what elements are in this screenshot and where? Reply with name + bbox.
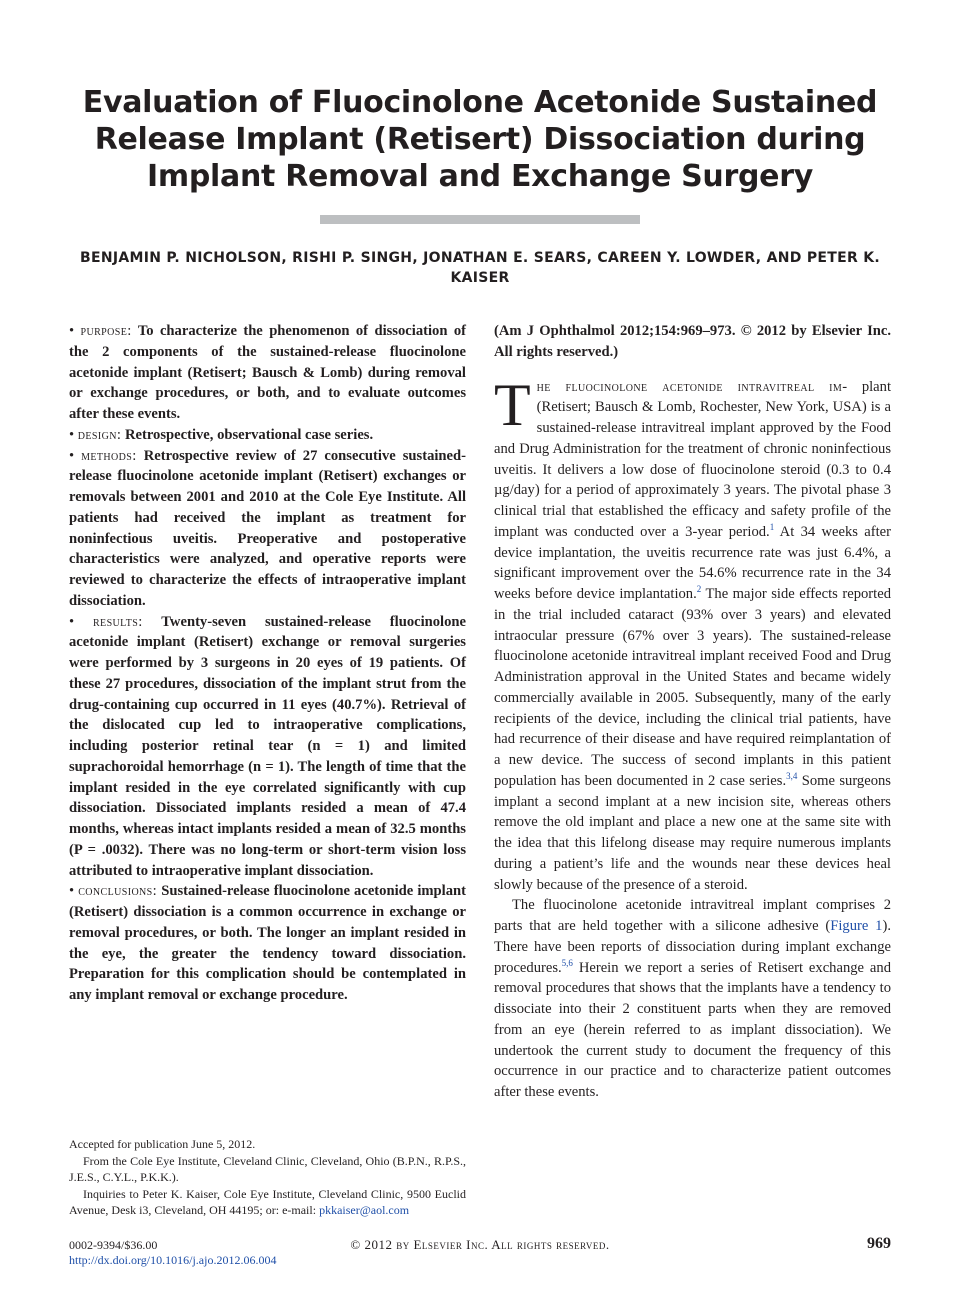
doi-link[interactable]: http://dx.doi.org/10.1016/j.ajo.2012.06.004 bbox=[69, 1253, 277, 1267]
purpose-text: To characterize the phenomenon of dissociation of the 2 components of the sustained-release fluocinolone acetonide implant (Retisert; Bausch & Lomb) during removal or exchange procedures, or both, and to evaluate outcomes after these events. bbox=[69, 323, 467, 422]
accepted-note: Accepted for publication June 5, 2012. bbox=[69, 1137, 256, 1151]
abstract-design: • design: Retrospective, observational case series. bbox=[69, 426, 374, 443]
reference-link[interactable]: 5,6 bbox=[561, 957, 573, 968]
issn-price: 0002-9394/$36.00 bbox=[69, 1238, 158, 1252]
body-paragraph: The fluocinolone acetonide intravitreal implant comprises 2 parts that are held together with a silicone adhesive (Figure 1). There have been reports of dissociation during implant exchange procedures.$^{5,6}$ Herein we report a series of Retisert exchange and removal procedures that shows that the implants have a tendency to dissociate into their 2 constituent parts when they are removed from an eye (herein referred to as implant dissociation). We undertook the current study to document the frequency of this occurrence in our practice and to characterize patient outcomes after these events. bbox=[494, 897, 891, 1100]
title-divider bbox=[320, 215, 640, 224]
abstract-conclusions: • conclusions: Sustained-release fluocinolone acetonide implant (Retisert) dissociation is a common occurrence in exchange or removal procedures, or both. The longer an implant resided in the eye, the greater the tendency toward dissociation. Preparation for this complication should be contemplated in any implant removal or exchange procedure. bbox=[69, 883, 466, 1003]
conclusions-label: conclusions: bbox=[78, 883, 158, 900]
drop-cap: T bbox=[494, 371, 531, 438]
abstract-column bbox=[69, 321, 466, 1006]
body-paragraph: The fluocinolone acetonide intravitreal im- plant (Retisert; Bausch & Lomb, Rochester, New York, USA) is a sustained-release intravitreal implant approved by the Food and Drug Administration for the treatment of chronic noninfectious uveitis. It delivers a low dose of fluocinolone steroid (0.3 to 0.4 µg/day) for a period of approximately 3 years. The pivotal phase 3 clinical trial that established the efficacy and safety profile of the implant was conducted over a 3-year period.$^1$ At 34 weeks after device implantation, the uveitis recurrence rate was just 6.4%, a significant improvement over the 54.6% recurrence rate in the 34 weeks before device implantation.$^2$ The major side effects reported in the trial included cataract (93% over 3 years) and elevated intraocular pressure (67% over 3 years). The sustained-release fluocinolone acetonide intravitreal implant received Food and Drug Administration approval in the United States and became widely commercially available in 2005. Subsequently, many of the early recipients of the device, including the clinical trial patients, have had recurrence of their disease and have required reimplantation of a new device. The success of second implants in this patient population has been documented in 2 case series.$^{3,4}$ Some surgeons implant a second implant at a new incision site, whereas others remove the old implant and place a new one at the same site with the idea that this lifelong disease may require numerous implants during a patient’s life and the wounds near these devices heal slowly because of the presence of a steroid. bbox=[494, 371, 891, 893]
author-list: BENJAMIN P. NICHOLSON, RISHI P. SINGH, JONATHAN E. SEARS, CAREEN Y. LOWDER, AND PETER K. KAISER bbox=[80, 250, 880, 286]
journal-citation: (Am J Ophthalmol 2012;154:969–973. © 2012 by Elsevier Inc. All rights reserved.) bbox=[494, 323, 891, 360]
footer-identifiers bbox=[69, 1238, 276, 1268]
figure-link[interactable]: Figure 1 bbox=[830, 918, 883, 934]
affiliation-note: From the Cole Eye Institute, Cleveland Clinic, Cleveland, Ohio (B.P.N., R.P.S., J.E.S., C.Y.L., P.K.K.). bbox=[69, 1153, 466, 1184]
results-label: results: bbox=[92, 613, 143, 630]
purpose-label: purpose: bbox=[80, 323, 132, 339]
results-text: Twenty-seven sustained-release fluocinolone acetonide implant (Retisert) exchange or removal surgeries were performed by 3 surgeons in 20 eyes of 19 patients. Of these 27 procedures, dissociation of the implant strut from the drug-containing cup occurred in 11 eyes (40.7%). Retrieval of the dislocated cup led to intraoperative complications, including posterior retinal tear (n = 1) and limited suprachoroidal hemorrhage (n = 1). The length of time that the implant resided in the eye correlated significantly with cup dissociation. Dissociated implants resided a mean of 47.4 months, whereas intact implants resided a mean of 32.5 months (P = .0032). There was no long-term or short-term vision loss attributed to intraoperative implant dissociation. bbox=[69, 613, 467, 879]
design-text: Retrospective, observational case series. bbox=[124, 426, 374, 443]
reference-link[interactable]: 1 bbox=[769, 521, 775, 532]
copyright-notice: © 2012 by Elsevier Inc. All rights reserved. bbox=[350, 1237, 610, 1252]
abstract-results: • results: Twenty-seven sustained-release fluocinolone acetonide implant (Retisert) exchange or removal surgeries were performed by 3 surgeons in 20 eyes of 19 patients. Of these 27 procedures, dissociation of the implant strut from the drug-containing cup occurred in 11 eyes (40.7%). Retrieval of the dislocated cup led to intraoperative complications, including posterior retinal tear (n = 1) and limited suprachoroidal hemorrhage (n = 1). The length of time that the implant resided in the eye correlated significantly with cup dissociation. Dissociated implants resided a mean of 47.4 months, whereas intact implants resided a mean of 32.5 months (P = .0032). There was no long-term or short-term vision loss attributed to intraoperative implant dissociation. bbox=[69, 613, 467, 879]
page-number: 969 bbox=[867, 1235, 891, 1252]
abstract-purpose: • purpose: To characterize the phenomenon of dissociation of the 2 components of the sustained-release fluocinolone acetonide implant (Retisert; Bausch & Lomb) during removal or exchange procedures, or both, and to evaluate outcomes after these events. bbox=[69, 323, 467, 422]
reference-link[interactable]: 3,4 bbox=[786, 770, 798, 781]
methods-text: Retrospective review of 27 consecutive sustained-release fluocinolone acetonide implant (Retisert) exchanges or removals between 2001 and 2010 at the Cole Eye Institute. All patients had received the implant as treatment for noninfectious uveitis. Preoperative and postoperative characteristics were analyzed, and operative reports were reviewed to characterize the effects of intraoperative implant dissociation. bbox=[69, 447, 466, 609]
footnotes bbox=[69, 1136, 466, 1219]
inquiries-note: Inquiries to Peter K. Kaiser, Cole Eye Institute, Cleveland Clinic, 9500 Euclid Avenue, Desk i3, Cleveland, OH 44195; or: e-mail: pkkaiser@aol.com bbox=[69, 1186, 466, 1217]
reference-link[interactable]: 2 bbox=[696, 584, 702, 595]
body-column bbox=[494, 321, 891, 1103]
abstract-methods: • methods: Retrospective review of 27 consecutive sustained-release fluocinolone acetonide implant (Retisert) exchanges or removals between 2001 and 2010 at the Cole Eye Institute. All patients had received the implant as treatment for noninfectious uveitis. Preoperative and postoperative characteristics were analyzed, and operative reports were reviewed to characterize the effects of intraoperative implant dissociation. bbox=[69, 447, 466, 609]
methods-label: methods: bbox=[81, 447, 137, 464]
design-label: design: bbox=[77, 426, 122, 443]
conclusions-text: Sustained-release fluocinolone acetonide implant (Retisert) dissociation is a common occurrence in exchange or removal procedures, or both. The longer an implant resided in the eye, the greater the tendency toward dissociation. Preparation for this complication should be contemplated in any implant removal or exchange procedure. bbox=[69, 883, 466, 1003]
email-link[interactable]: pkkaiser@aol.com bbox=[319, 1203, 410, 1217]
article-title: Evaluation of Fluocinolone Acetonide Sustained Release Implant (Retisert) Dissociation during Implant Removal and Exchange Surgery bbox=[82, 85, 878, 194]
